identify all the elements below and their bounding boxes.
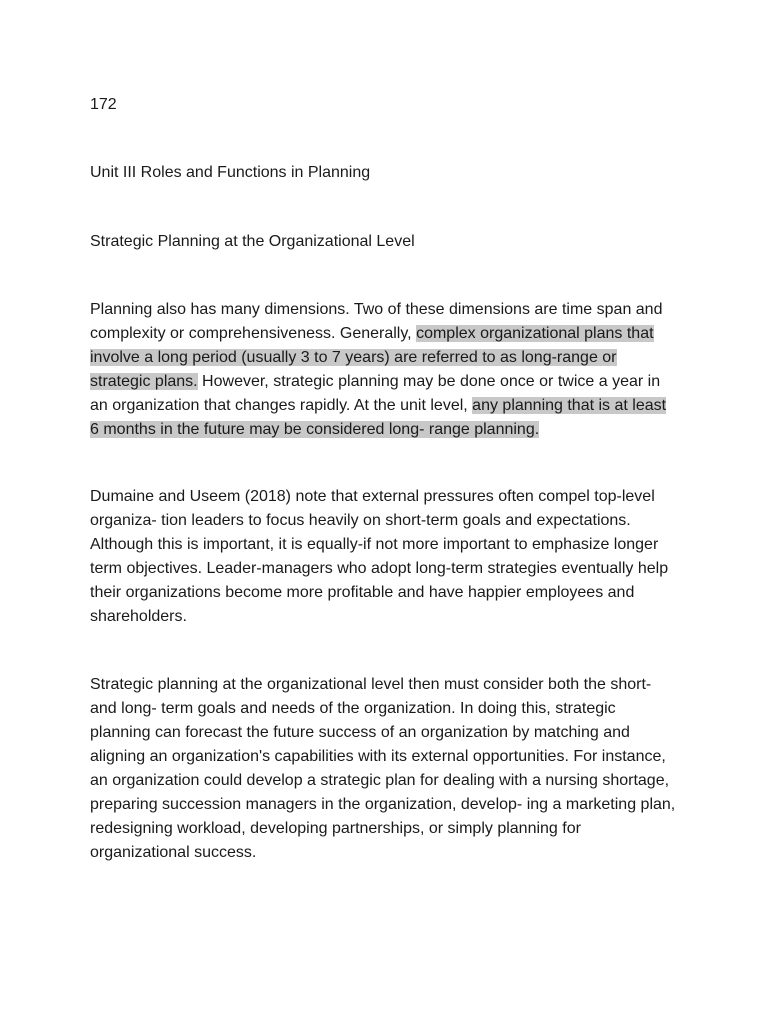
paragraph-3-line: organizational success.: [90, 844, 257, 861]
page-number: 172: [90, 96, 117, 113]
paragraph-3-line: and long- term goals and needs of the organization. In doing this, strategic: [90, 700, 616, 717]
highlighted-text: complex organizational plans that: [416, 325, 654, 342]
paragraph-1-text: an organization that changes rapidly. At the unit level,: [90, 397, 473, 414]
highlighted-text: strategic plans.: [90, 373, 198, 390]
paragraph-1-line-4: [90, 370, 690, 394]
highlighted-text: involve a long period (usually 3 to 7 years) are referred to as long-range or: [90, 349, 617, 366]
paragraph-2-line: Although this is important, it is equally-if not more important to emphasize longer: [90, 536, 659, 553]
paragraph-2-line: organiza- tion leaders to focus heavily on short-term goals and expectations.: [90, 512, 631, 529]
highlighted-text: 6 months in the future may be considered long- range planning.: [90, 421, 540, 438]
paragraph-3-line: aligning an organization's capabilities with its external opportunities. For instance,: [90, 748, 666, 765]
paragraph-2-line: shareholders.: [90, 608, 187, 625]
paragraph-2-line: term objectives. Leader-managers who adopt long-term strategies eventually help: [90, 560, 669, 577]
section-heading: Strategic Planning at the Organizational Level: [90, 233, 415, 250]
paragraph-1-text: However, strategic planning may be done once or twice a year in: [197, 373, 661, 390]
paragraph-3-line: an organization could develop a strategic plan for dealing with a nursing shortage,: [90, 772, 670, 789]
paragraph-3: [90, 673, 690, 865]
paragraph-2: [90, 485, 690, 629]
paragraph-1-line-5: [90, 394, 690, 418]
paragraph-1-line-3: [90, 346, 690, 370]
paragraph-1-line-6: [90, 418, 690, 442]
paragraph-3-line: preparing succession managers in the organization, develop- ing a marketing plan,: [90, 796, 676, 813]
highlighted-text: any planning that is at least: [472, 397, 667, 414]
paragraph-1-line-1: Planning also has many dimensions. Two of these dimensions are time span and: [90, 301, 663, 318]
paragraph-3-line: Strategic planning at the organizational level then must consider both the short-: [90, 676, 652, 693]
paragraph-2-line: Dumaine and Useem (2018) note that external pressures often compel top-level: [90, 488, 655, 505]
unit-heading: Unit III Roles and Functions in Planning: [90, 164, 371, 181]
paragraph-1: [90, 298, 690, 442]
paragraph-3-line: planning can forecast the future success of an organization by matching and: [90, 724, 630, 741]
paragraph-2-line: their organizations become more profitable and have happier employees and: [90, 584, 635, 601]
paragraph-1-line-2: [90, 322, 690, 346]
paragraph-1-text: complexity or comprehensiveness. Generally,: [90, 325, 417, 342]
paragraph-3-line: redesigning workload, developing partnerships, or simply planning for: [90, 820, 581, 837]
